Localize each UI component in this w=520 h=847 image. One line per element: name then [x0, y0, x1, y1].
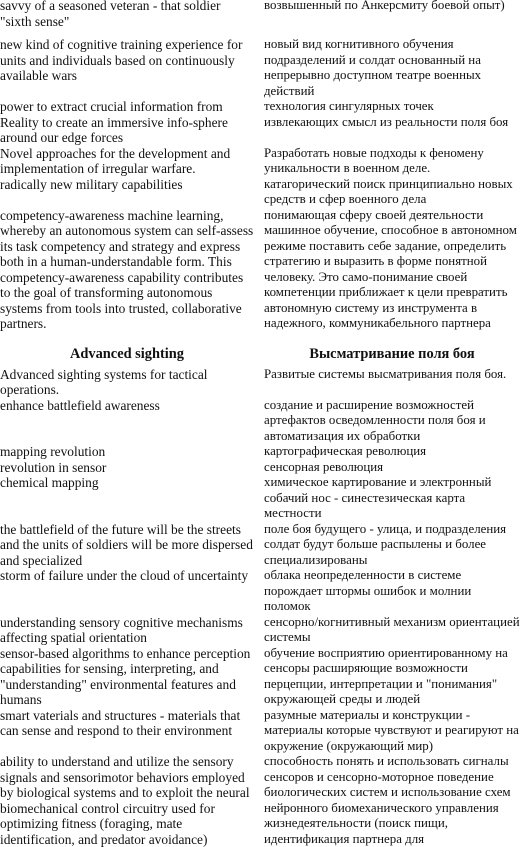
russian-translation: обучение восприятию ориентированному на сенсоры расширяющие возможности перцепции, интерпретации и "понимания" окружающей среды и людей: [264, 645, 508, 706]
section-heading-row: [0, 346, 520, 363]
glossary-row: [0, 115, 520, 146]
english-term: power to extract crucial information from: [0, 99, 223, 114]
russian-translation: химическое картирование и электронный собачий нос - синестезическая карта местности: [264, 475, 492, 520]
english-term: Novel approaches for the development and implementation of irregular warfare.: [0, 145, 231, 176]
english-term: Advanced sighting systems for tactical operations.: [0, 366, 208, 397]
russian-translation: понимающая сферу своей деятельности машинное обучение, способное в автономном режиме поставить себе задание, определить стратегию и выразить в форме понятной человеку. Это само-понимание своей компетенции приближает к цели превратить автономную систему из инструмента в надежного, коммуникабельного партнера: [264, 207, 517, 330]
glossary-row: [0, 754, 520, 847]
english-term: Reality to create an immersive info-sphere around our edge forces: [0, 114, 228, 145]
glossary-row: [0, 708, 520, 755]
russian-translation: сенсорно/когнитивный механизм ориентацией системы: [264, 614, 520, 644]
glossary-row: [0, 0, 520, 29]
english-term: storm of failure under the cloud of uncertainty: [0, 568, 249, 583]
russian-translation: катагорический поиск принципиально новых средств и сфер военного дела: [264, 176, 513, 206]
russian-translation: Разработать новые подходы к феномену уникальности в военном деле.: [264, 145, 484, 175]
glossary-row: [0, 177, 520, 208]
english-term: the battlefield of the future will be the streets and the units of soldiers will be more dispersed and specialized: [0, 521, 253, 568]
english-term: sensor-based algorithms to enhance perception capabilities for sensing, interpreting, and "understanding" environmental features and humans: [0, 645, 251, 707]
russian-translation: облака неопределенности в системе порождает штормы ошибок и молнии поломок: [264, 568, 472, 613]
russian-translation: поле боя будущего - улица, и подразделения солдат будут больше распылены и более специализированы: [264, 521, 507, 567]
english-term: savvy of a seasoned veteran - that soldier "sixth sense": [0, 0, 221, 29]
english-term: competency-awareness machine learning, whereby an autonomous system can self-assess its task competency and strategy and express both in a human-understandable form. This competency-awareness capability contributes to the goal of transforming autonomous systems from tools into trusted, collaborative partners.: [0, 207, 254, 331]
glossary-row: [0, 568, 520, 615]
english-term: new kind of cognitive training experience for units and individuals based on continuously available wars: [0, 37, 243, 83]
english-term: mapping revolution: [0, 444, 106, 459]
section-heading-english: Advanced sighting: [70, 345, 184, 362]
russian-translation: сенсорная революция: [264, 459, 384, 474]
russian-translation: возвышенный по Анкерсмиту боевой опыт): [264, 0, 505, 12]
english-term: chemical mapping: [0, 475, 99, 490]
section-heading-russian: Высматривание поля боя: [309, 345, 475, 362]
english-term: enhance battlefield awareness: [0, 397, 160, 413]
glossary-row: [0, 208, 520, 332]
glossary-row: [0, 615, 520, 646]
glossary-row: [0, 99, 520, 115]
glossary-row: [0, 444, 520, 460]
english-term: revolution in sensor: [0, 459, 107, 475]
glossary-row: [0, 475, 520, 522]
english-term: smart vaterials and structures - materials that can sense and respond to their environment: [0, 707, 241, 738]
english-term: ability to understand and utilize the sensory signals and sensorimotor behaviors employed by biological systems and to exploit the neural biomechanical control circuitry used for optimizing fitness (foraging, mate identification, and predator avoidance): [0, 754, 250, 847]
glossary-row: [0, 398, 520, 445]
russian-translation: создание и расширение возможностей артефактов осведомленности поля боя и автоматизация их обработки: [264, 397, 486, 443]
russian-translation: Развитые системы высматривания поля боя.: [264, 366, 507, 381]
english-term: understanding sensory cognitive mechanisms affecting spatial orientation: [0, 614, 243, 645]
russian-translation: разумные материалы и конструкции - материалы которые чувствуют и реагируют на окружение (окружающий мир): [264, 707, 519, 753]
glossary-row: [0, 522, 520, 569]
russian-translation: извлекающих смысл из реальности поля боя: [264, 114, 509, 129]
russian-translation: новый вид когнитивного обучения подразделений и солдат основанный на непрерывно доступном театре военных действий: [264, 37, 482, 98]
english-term: radically new military capabilities: [0, 176, 183, 192]
glossary-row: [0, 646, 520, 708]
glossary-row: [0, 460, 520, 476]
glossary-row: [0, 146, 520, 177]
russian-translation: картографическая революция: [264, 444, 427, 458]
glossary-row: [0, 367, 520, 398]
russian-translation: способность понять и использовать сигналы сенсоров и сенсорно-моторное поведение биологических систем и использование схем нейронного биомеханического управления жизнедеятельности (поиск пищи, идентификация партнера для: [264, 754, 511, 846]
russian-translation: технология сингулярных точек: [264, 99, 434, 113]
glossary-row: [0, 37, 520, 99]
